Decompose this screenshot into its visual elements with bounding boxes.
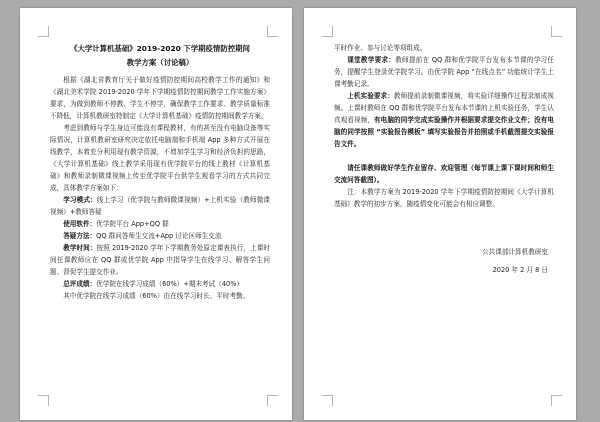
page-content bbox=[50, 42, 270, 302]
item-lab-requirement bbox=[334, 90, 554, 150]
margin-corner-mark bbox=[267, 26, 278, 37]
document-title bbox=[50, 42, 270, 70]
margin-corner-mark bbox=[267, 395, 278, 406]
paragraph-approach: 考虑到教师与学生身边可能没有课程教材，有的甚至没有电脑设备等实际情况，计算机教研室研究决定依托电脑端和手机端 App 多种方式开展在线教学，本着充分利用现有教学资源，不增加学生学习和经济负担的思路，《大学计算机基础》线上教学采用现有优学院平台的线上教材《计算机基础》和教师录制微课视频上传至优学院平台供学生观看学习的方式共同完成，具体教学方案如下： bbox=[50, 124, 270, 192]
software-text: 优学院平台 App+QQ 群 bbox=[96, 220, 169, 228]
margin-corner-mark bbox=[551, 395, 562, 406]
study-mode-text: 线上学习（优学院与教师微课视频）+上机实验（教师微课视频）+教师答疑 bbox=[50, 196, 270, 216]
lab-requirement-text: 教师提前录制微课视频，将实验详细操作过程录制成视频。上课时教师在 QQ 群和优学院平台发布本节课的上机实验任务，学生认真观看视频， bbox=[334, 92, 554, 124]
signature-date: 2020 年 2 月 8 日 bbox=[492, 266, 548, 274]
paragraph-continued: 平时作业、参与讨论等项组成。 bbox=[334, 44, 427, 52]
qa-method-label: 答疑方法： bbox=[63, 232, 97, 240]
study-mode-label: 学习模式： bbox=[63, 196, 97, 204]
lab-requirement-label: 上机实验要求： bbox=[347, 92, 394, 100]
margin-corner-mark bbox=[322, 395, 333, 406]
class-requirement-label: 课堂教学要求： bbox=[347, 56, 396, 64]
spacer bbox=[334, 210, 554, 222]
paragraph-grade-detail: 其中优学院在线学习成绩（60%）由在线学习时长、平时考勤、 bbox=[63, 292, 250, 300]
item-total-grade bbox=[50, 278, 270, 290]
item-class-requirement bbox=[334, 54, 554, 90]
item-software bbox=[50, 218, 270, 230]
teaching-time-label: 教学时间： bbox=[63, 244, 97, 252]
spacer bbox=[334, 150, 554, 162]
software-label: 使用软件： bbox=[63, 220, 97, 228]
total-grade-label: 总评成绩： bbox=[63, 280, 97, 288]
spacer bbox=[334, 222, 554, 234]
item-study-mode bbox=[50, 194, 270, 218]
margin-corner-mark bbox=[38, 395, 49, 406]
total-grade-text: 优学院在线学习成绩（60%）+期末考试（40%） bbox=[96, 280, 244, 288]
margin-corner-mark bbox=[322, 26, 333, 37]
document-title-line-2: 教学方案（讨论稿） bbox=[126, 58, 194, 67]
teaching-time-text: 按照 2019-2020 学年下学期教务处原定课表执行，上课时间任课教师应在 QQ 群或优学院 App 中指导学生在线学习、解答学生问题、督促学生提交作业。 bbox=[50, 244, 270, 276]
document-page-right bbox=[304, 8, 576, 420]
document-title-line-1: 《大学计算机基础》2019-2020 下学期疫情防控期间 bbox=[70, 44, 250, 53]
paragraph-intro: 根据《湖北省教育厅关于做好疫情防控期间高校教学工作的通知》和《湖北美术学院 2019-2020 学年下学期疫情防控期间教学工作实施方案》要求，为做到教师不停教、学生不停学，确保教学工作要求、教学质量标准不降低，计算机教研室特制定《大学计算机基础》疫情防控期间教学方案。 bbox=[50, 76, 270, 120]
item-qa-method bbox=[50, 230, 270, 242]
paragraph-note: 注：本教学方案为 2019-2020 学年下学期疫情防控期间《大学计算机基础》教学的初步方案，随疫情变化可能会有相应调整。 bbox=[334, 188, 554, 208]
page-content bbox=[334, 42, 554, 276]
item-teaching-time bbox=[50, 242, 270, 278]
spacer bbox=[334, 234, 554, 246]
class-requirement-text: 教师提前在 QQ 群和优学院平台发布本节课的学习任务，提醒学生登录优学院学习。由优学院 App “在线点名” 功能统计学生上课考勤记录。 bbox=[334, 56, 554, 88]
paragraph-teacher-reminder: 请任课教师做好学生作业留存、欢迎管理（每节课上课下课时间和师生交流问答截图）。 bbox=[334, 164, 554, 184]
lab-requirement-emphasis: 有电脑的同学完成实验操作并根据要求提交作业文件；没有电脑的同学按照 “实验报告模板” 填写实验报告并拍照或手机截图提交实验报告文件。 bbox=[334, 116, 555, 148]
qa-method-text: QQ 群问答师生交流+App 讨论区师生交流 bbox=[96, 232, 222, 240]
document-page-left bbox=[20, 8, 292, 420]
margin-corner-mark bbox=[551, 26, 562, 37]
margin-corner-mark bbox=[38, 26, 49, 37]
signature-organization: 公共课部计算机教研室 bbox=[482, 248, 548, 256]
